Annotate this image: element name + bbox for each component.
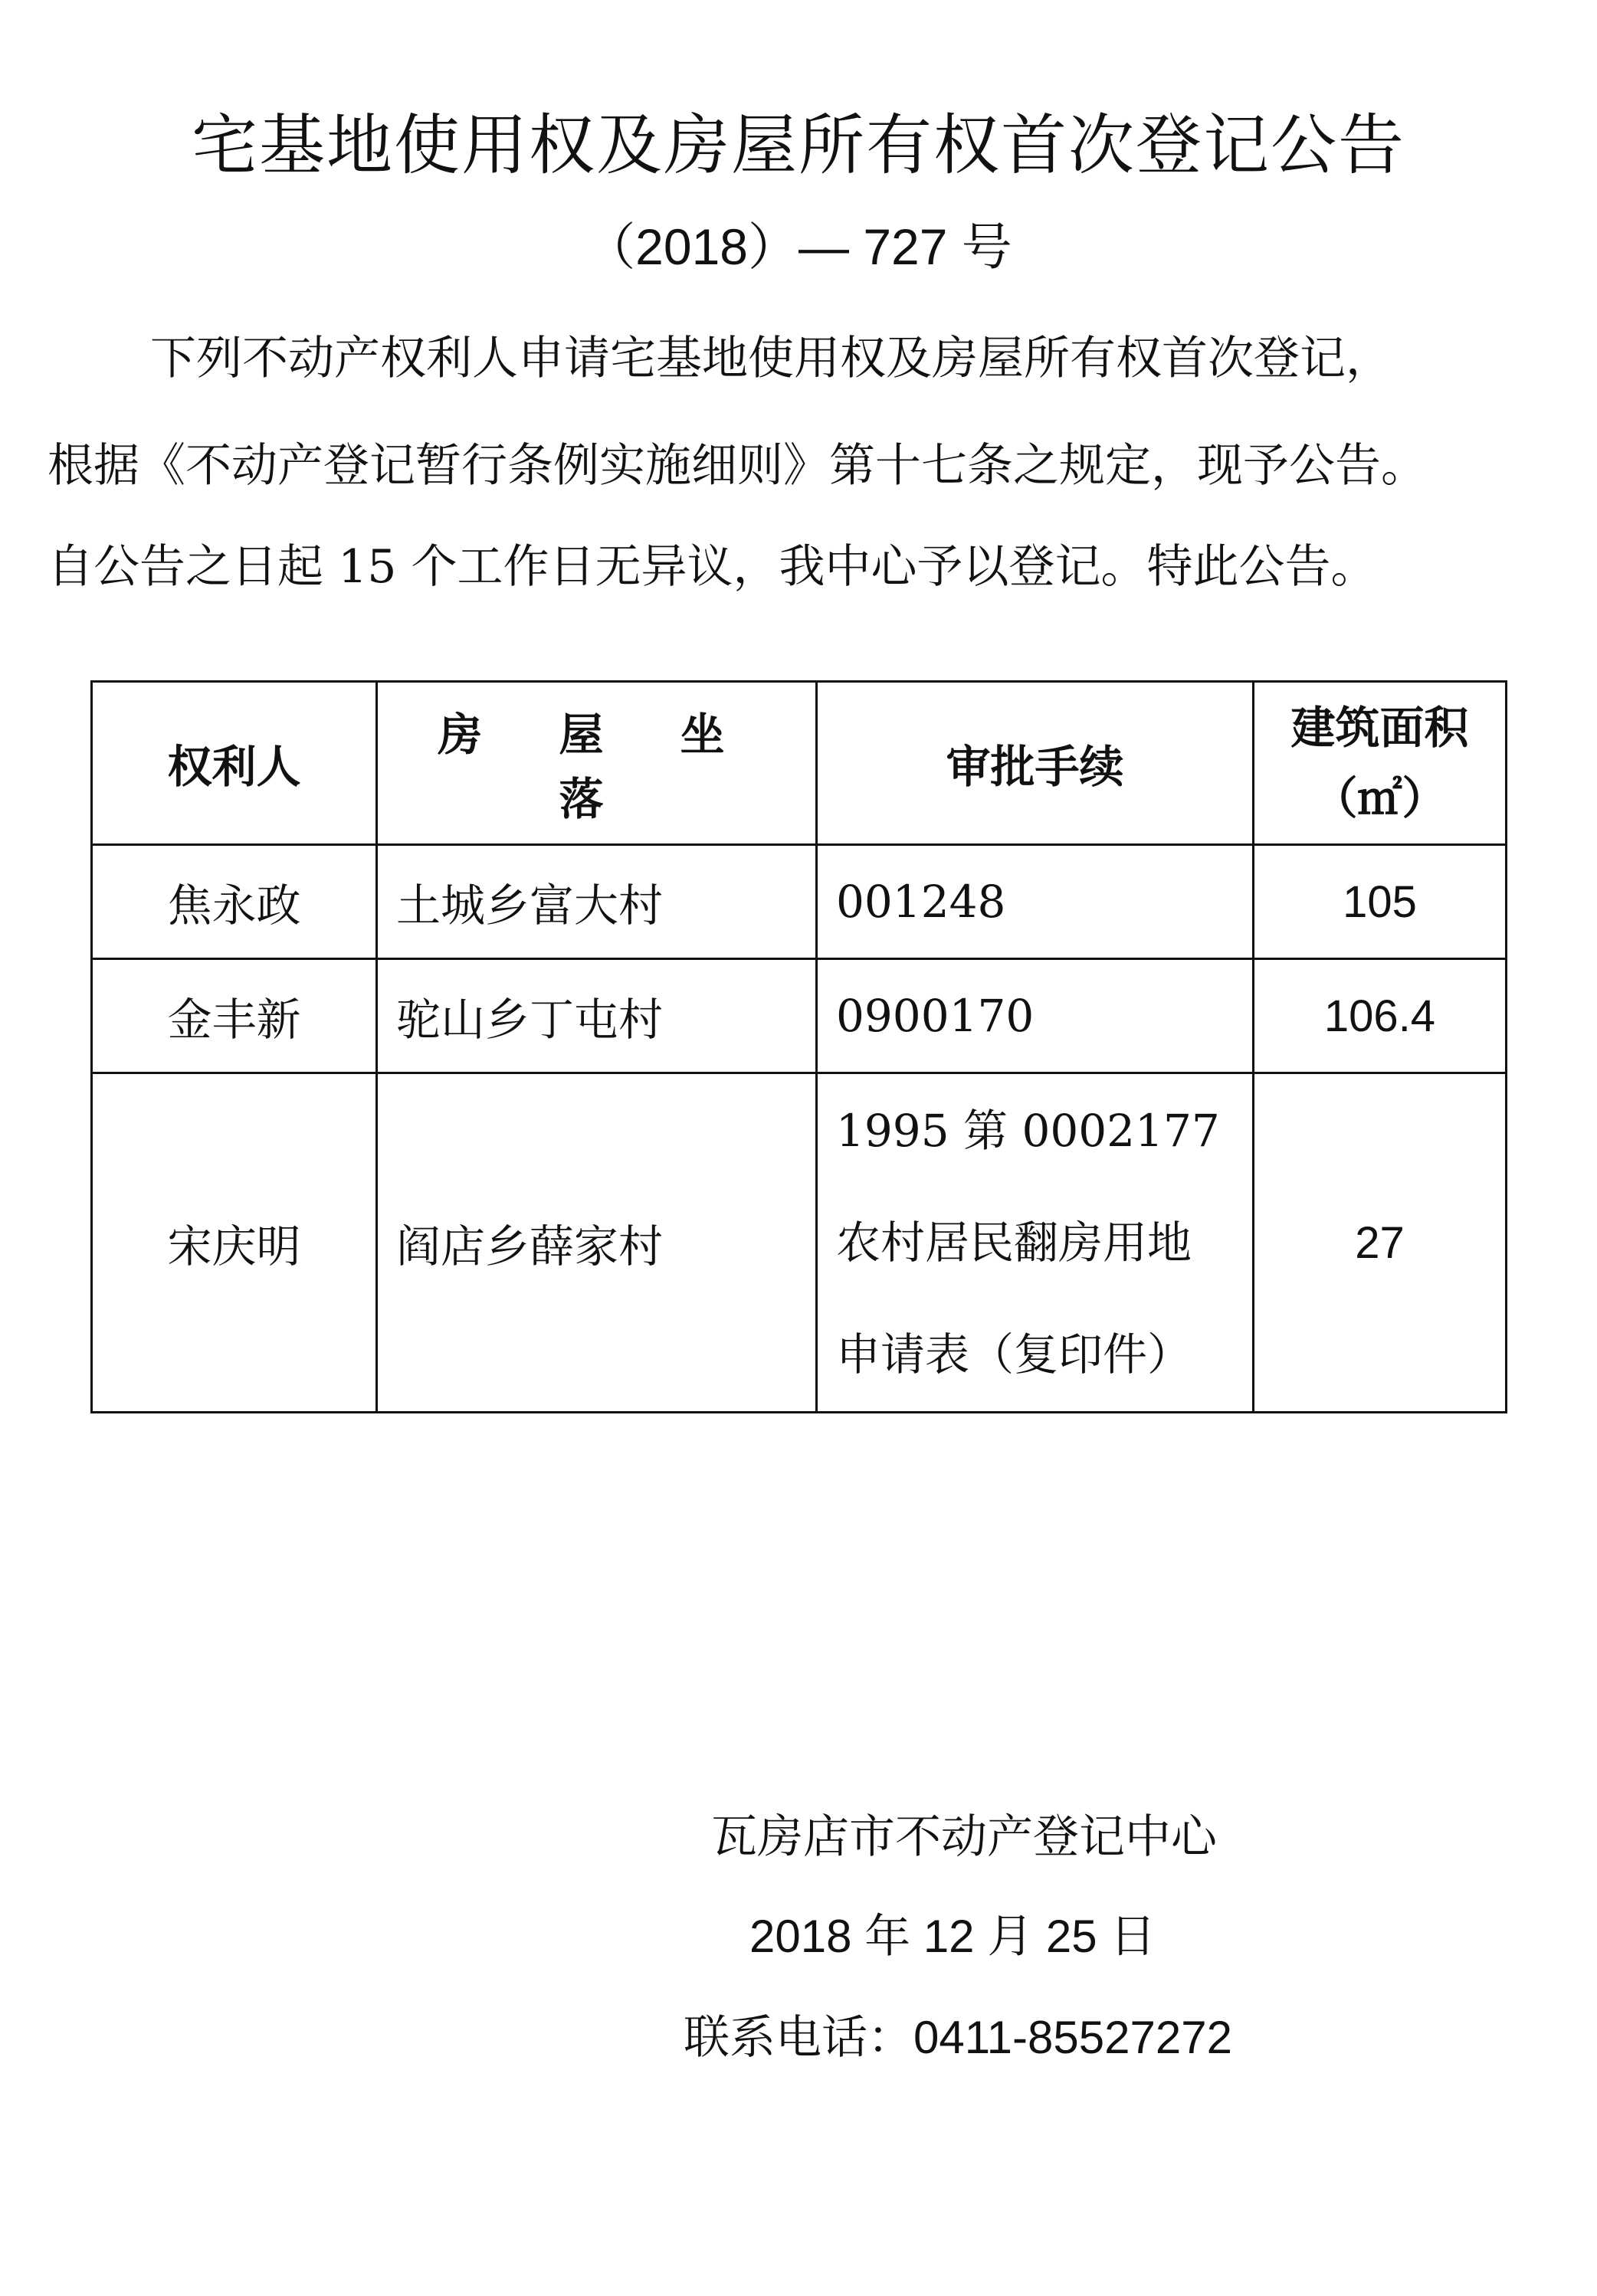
body-paragraph-line-3: 自公告之日起 15 个工作日无异议，我中心予以登记。特此公告。 xyxy=(48,540,1377,594)
table-row xyxy=(92,845,1507,959)
table-row xyxy=(92,1073,1507,1413)
cell-approval: 1995 第 0002177 农村居民翻房用地申请表（复印件） xyxy=(817,1073,1254,1413)
notice-title: 宅基地使用权及房屋所有权首次登记公告 xyxy=(192,107,1405,184)
issuing-organization: 瓦房店市不动产登记中心 xyxy=(711,1810,1217,1864)
header-area xyxy=(1254,682,1507,845)
header-area-unit: （㎡） xyxy=(1313,772,1447,824)
registration-table xyxy=(90,680,1507,1413)
body-paragraph-line-2: 根据《不动产登记暂行条例实施细则》第十七条之规定，现予公告。 xyxy=(48,439,1427,493)
cell-approval: 001248 xyxy=(817,845,1254,959)
document-number: （2018）— 727 号 xyxy=(585,218,1012,275)
table-row xyxy=(92,959,1507,1073)
cell-holder: 宋庆明 xyxy=(92,1073,377,1413)
cell-area: 106.4 xyxy=(1254,959,1507,1073)
cell-holder: 金丰新 xyxy=(92,959,377,1073)
cell-location: 土城乡富大村 xyxy=(377,845,817,959)
cell-location: 阎店乡薛家村 xyxy=(377,1073,817,1413)
contact-phone: 联系电话：0411-85527272 xyxy=(684,2012,1232,2063)
body-paragraph-line-1: 下列不动产权利人申请宅基地使用权及房屋所有权首次登记， xyxy=(150,332,1392,385)
cell-approval: 0900170 xyxy=(817,959,1254,1073)
header-location xyxy=(377,682,817,845)
cell-area: 105 xyxy=(1254,845,1507,959)
cell-holder: 焦永政 xyxy=(92,845,377,959)
cell-location: 驼山乡丁屯村 xyxy=(377,959,817,1073)
header-holder: 权利人 xyxy=(92,682,377,845)
header-location-label: 房 屋 坐 落 xyxy=(438,709,756,825)
header-area-label: 建筑面积 xyxy=(1290,702,1469,754)
header-approval: 审批手续 xyxy=(817,682,1254,845)
issue-date: 2018 年 12 月 25 日 xyxy=(749,1911,1156,1962)
cell-area: 27 xyxy=(1254,1073,1507,1413)
table-header-row xyxy=(92,682,1507,845)
